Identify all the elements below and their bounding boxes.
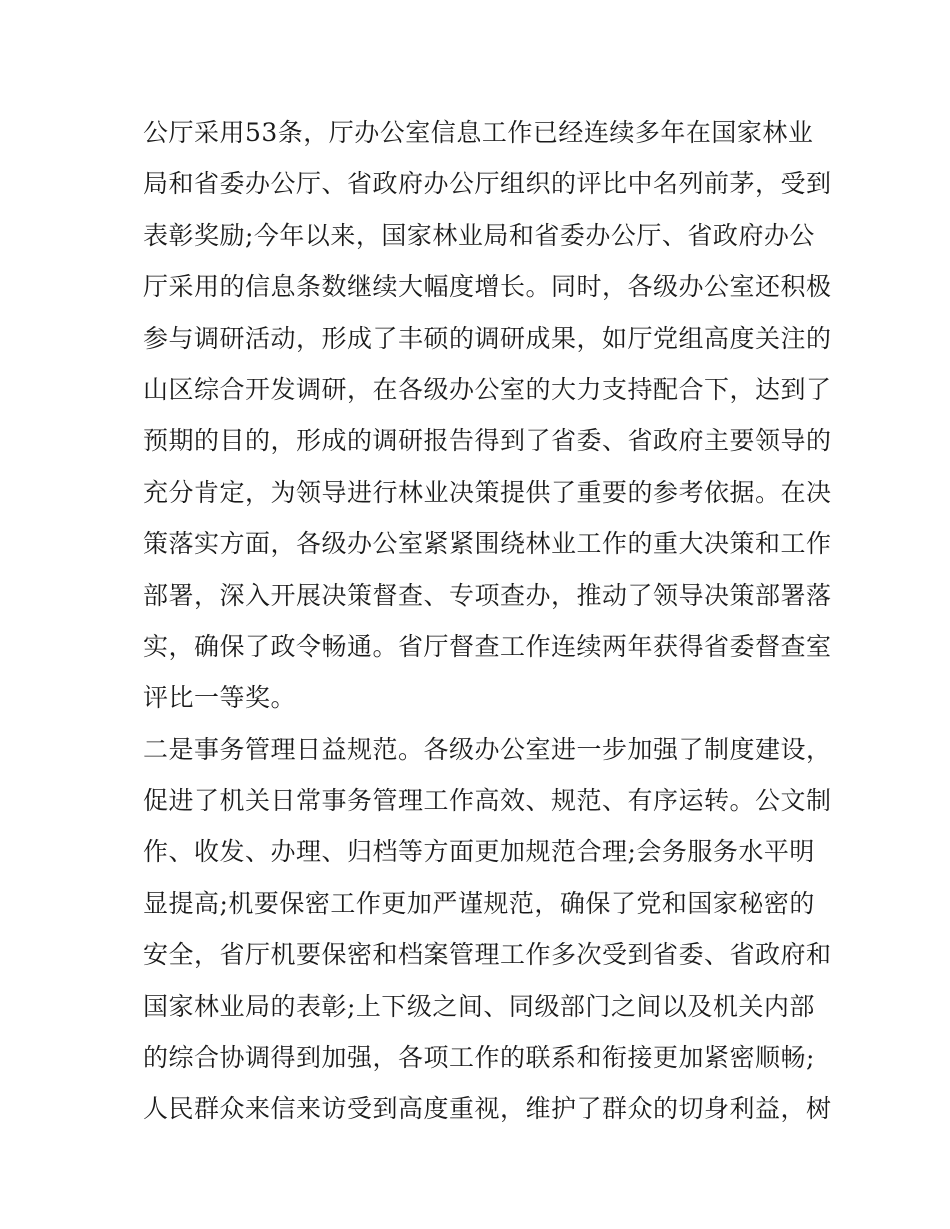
text-line: 的综合协调得到加强，各项工作的联系和衔接更加紧密顺畅;: [143, 1043, 815, 1073]
text-line: 促进了机关日常事务管理工作高效、规范、有序运转。公文制: [143, 786, 832, 816]
text-line: 二是事务管理日益规范。各级办公室进一步加强了制度建设，: [143, 734, 832, 764]
text-line: 策落实方面，各级办公室紧紧围绕林业工作的重大决策和工作: [143, 529, 832, 559]
body-text: [143, 107, 832, 1135]
text-line: 安全，省厅机要保密和档案管理工作多次受到省委、省政府和: [143, 940, 832, 970]
text-line: 人民群众来信来访受到高度重视，维护了群众的切身利益，树: [143, 1094, 832, 1124]
text-line: 国家林业局的表彰;上下级之间、同级部门之间以及机关内部: [143, 991, 815, 1021]
text-line: 部署，深入开展决策督查、专项查办，推动了领导决策部署落: [143, 580, 832, 610]
text-line: 充分肯定，为领导进行林业决策提供了重要的参考依据。在决: [143, 477, 832, 507]
text-line: 公厅采用53条，厅办公室信息工作已经连续多年在国家林业: [143, 118, 814, 147]
text-line: 作、收发、办理、归档等方面更加规范合理;会务服务水平明: [143, 837, 815, 867]
text-line: 厅采用的信息条数继续大幅度增长。同时，各级办公室还积极: [143, 272, 832, 302]
text-line: 评比一等奖。: [143, 683, 297, 713]
text-line: 局和省委办公厅、省政府办公厅组织的评比中名列前茅，受到: [143, 169, 832, 199]
text-line: 实，确保了政令畅通。省厅督查工作连续两年获得省委督查室: [143, 631, 832, 661]
text-line: 表彰奖励;今年以来，国家林业局和省委办公厅、省政府办公: [143, 220, 815, 250]
text-line: 参与调研活动，形成了丰硕的调研成果，如厅党组高度关注的: [143, 323, 832, 353]
text-line: 显提高;机要保密工作更加严谨规范，确保了党和国家秘密的: [143, 888, 815, 918]
text-line: 山区综合开发调研，在各级办公室的大力支持配合下，达到了: [143, 374, 832, 404]
text-line: 预期的目的，形成的调研报告得到了省委、省政府主要领导的: [143, 426, 832, 456]
